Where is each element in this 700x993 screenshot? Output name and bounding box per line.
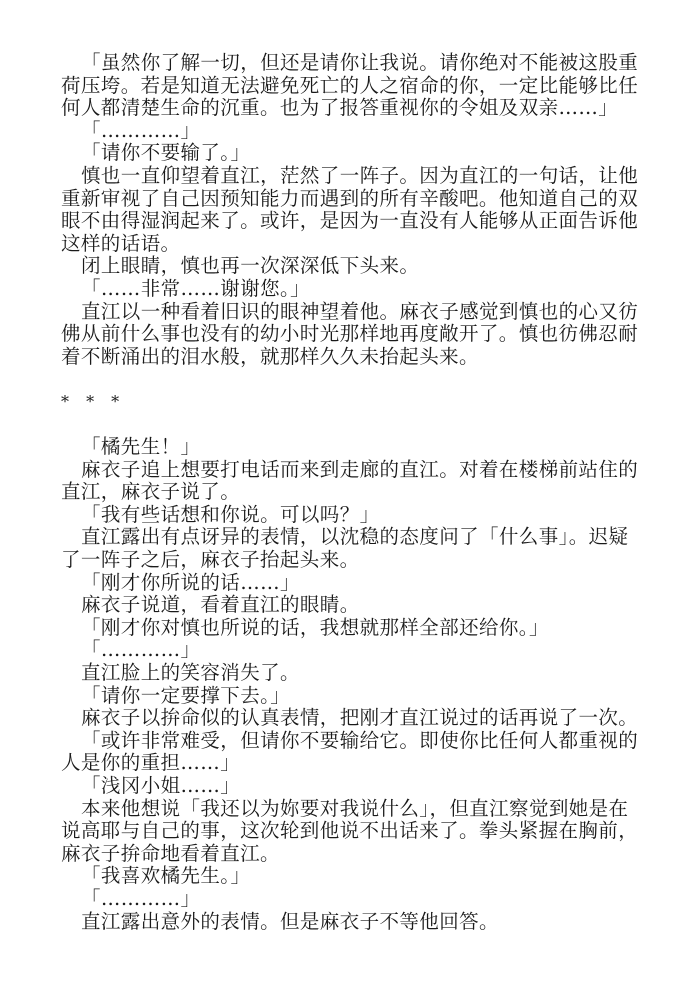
text-line: 本来他想说「我还以为妳要对我说什么」，但直江察觉到她是在 [81,796,629,820]
text-line: 直江以一种看着旧识的眼神望着他。麻衣子感觉到慎也的心又彷 [81,299,639,323]
text-line: 何人都清楚生命的沉重。也为了报答重视你的令姐及双亲……」 [61,96,619,120]
text-line: 说高耶与自己的事，这次轮到他说不出话来了。拳头紧握在胸前， [61,819,639,843]
text-line: 了一阵子之后，麻衣子抬起头来。 [61,548,360,572]
dialogue-line: 「橘先生！」 [81,435,201,459]
text-line: 直江露出意外的表情。但是麻衣子不等他回答。 [81,909,499,933]
text-line: 眼不由得湿润起来了。或许，是因为一直没有人能够从正面告诉他 [61,209,639,233]
text-line: 闭上眼睛，慎也再一次深深低下头来。 [81,254,420,278]
text-line: 荷压垮。若是知道无法避免死亡的人之宿命的你，一定比能够比任 [61,73,639,97]
blank-line [61,368,636,391]
dialogue-line: 人是你的重担……」 [61,751,241,775]
section-separator: * * * [61,391,126,411]
text-line: 这样的话语。 [61,231,181,255]
blank-line [61,414,636,437]
text-line: 麻衣子拚命地看着直江。 [61,841,280,865]
text-line: 着不断涌出的泪水般，就那样久久未抬起头来。 [61,344,479,368]
dialogue-line: 「刚才你对慎也所说的话，我想就那样全部还给你。」 [81,615,549,639]
dialogue-line: 「…………」 [81,886,201,910]
text-line: 直江，麻衣子说了。 [61,480,241,504]
text-line: 佛从前什么事也没有的幼小时光那样地再度敞开了。慎也彷佛忍耐 [61,322,639,346]
dialogue-line: 「请你不要输了。」 [81,141,251,165]
dialogue-line: 「刚才你所说的话……」 [81,570,300,594]
text-line: 慎也一直仰望着直江，茫然了一阵子。因为直江的一句话，让他 [81,163,639,187]
text-line: 直江露出有点讶异的表情，以沈稳的态度问了「什么事」。迟疑 [81,525,629,549]
dialogue-line: 「……非常……谢谢您。」 [81,276,311,300]
dialogue-line: 「请你一定要撑下去。」 [81,683,291,707]
dialogue-line: 「我喜欢橘先生。」 [81,864,251,888]
dialogue-line: 「我有些话想和你说。可以吗？」 [81,502,380,526]
text-line: 重新审视了自己因预知能力而遇到的所有辛酸吧。他知道自己的双 [61,186,639,210]
text-line: 直江脸上的笑容消失了。 [81,661,300,685]
dialogue-line: 「…………」 [81,638,201,662]
text-line: 麻衣子追上想要打电话而来到走廊的直江。对着在楼梯前站住的 [81,457,639,481]
dialogue-line: 「或许非常难受，但请你不要输给它。即使你比任何人都重视的 [81,728,639,752]
text-line: 「虽然你了解一切，但还是请你让我说。请你绝对不能被这股重 [81,51,639,74]
document-page [61,51,639,933]
dialogue-line: 「浅冈小姐……」 [81,774,241,797]
text-line: 麻衣子以拚命似的认真表情，把刚才直江说过的话再说了一次。 [81,706,639,730]
text-line: 麻衣子说道，看着直江的眼睛。 [81,593,360,617]
dialogue-line: 「…………」 [81,118,201,142]
